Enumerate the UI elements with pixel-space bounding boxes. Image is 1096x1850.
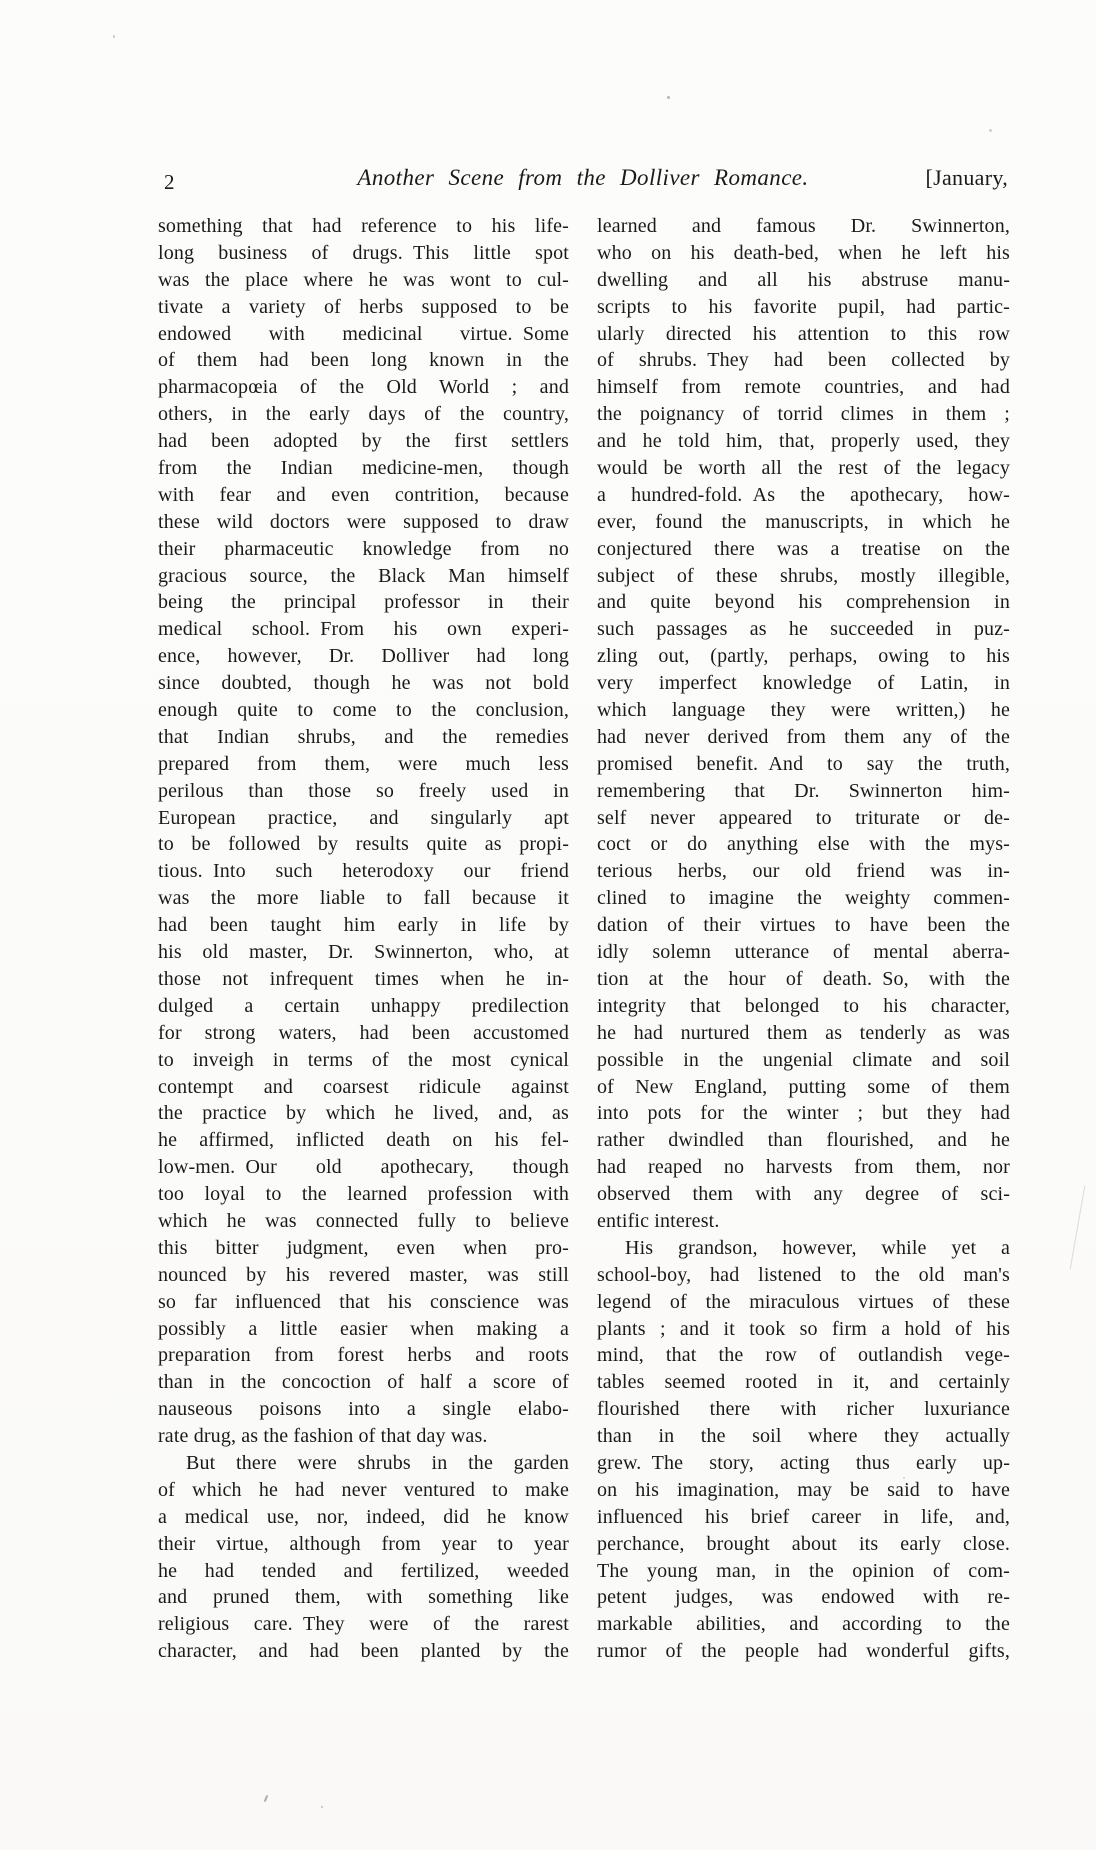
- text-line: would be worth all the rest of the legacy: [597, 457, 1010, 480]
- text-line: rather dwindled than flourished, and he: [597, 1129, 1010, 1152]
- text-line: gracious source, the Black Man himself: [158, 564, 569, 587]
- text-line: of New England, putting some of them: [597, 1075, 1010, 1098]
- text-line: clined to imagine the weighty commen-: [597, 887, 1010, 910]
- text-line: their pharmaceutic knowledge from no: [158, 537, 569, 560]
- text-line: that Indian shrubs, and the remedies: [158, 725, 569, 748]
- text-line: tables seemed rooted in it, and certainly: [597, 1371, 1010, 1394]
- text-line: rate drug, as the fashion of that day was.: [158, 1425, 488, 1448]
- text-line: integrity that belonged to his character,: [597, 994, 1010, 1017]
- text-line: from the Indian medicine-men, though: [158, 457, 569, 480]
- text-line: plants ; and it took so firm a hold of his: [597, 1317, 1010, 1340]
- text-line: his old master, Dr. Swinnerton, who, at: [158, 941, 569, 964]
- text-line: he had tended and fertilized, weeded: [158, 1559, 569, 1582]
- text-line: such passages as he succeeded in puz-: [597, 618, 1010, 641]
- text-line: observed them with any degree of sci-: [597, 1183, 1010, 1206]
- text-line: the poignancy of torrid climes in them ;: [597, 403, 1010, 426]
- text-line: dulged a certain unhappy predilection: [158, 994, 569, 1017]
- text-line: he affirmed, inflicted death on his fel-: [158, 1129, 569, 1152]
- text-line: entific interest.: [597, 1209, 720, 1232]
- text-line: being the principal professor in their: [158, 591, 569, 614]
- text-line: coct or do anything else with the mys-: [597, 833, 1010, 856]
- scan-artifact: [264, 1795, 269, 1802]
- running-header: [158, 163, 1008, 199]
- text-line: than in the soil where they actually: [597, 1425, 1010, 1448]
- text-line: than in the concoction of half a score of: [158, 1371, 569, 1394]
- text-line: their virtue, although from year to year: [158, 1532, 569, 1555]
- text-line: and quite beyond his comprehension in: [597, 591, 1010, 614]
- text-line: remembering that Dr. Swinnerton him-: [597, 779, 1010, 802]
- text-line: scripts to his favorite pupil, had partic-: [597, 295, 1010, 318]
- text-line: had reaped no harvests from them, nor: [597, 1156, 1010, 1179]
- text-line: of which he had never ventured to make: [158, 1478, 569, 1501]
- text-line: European practice, and singularly apt: [158, 806, 569, 829]
- text-line: since doubted, though he was not bold: [158, 672, 569, 695]
- text-line: tion at the hour of death. So, with the: [597, 967, 1010, 990]
- text-line: was the place where he was wont to cul-: [158, 268, 569, 291]
- text-line: those not infrequent times when he in-: [158, 967, 569, 990]
- text-line: had been taught him early in life by: [158, 914, 569, 937]
- text-line: learned and famous Dr. Swinnerton,: [597, 215, 1010, 237]
- text-line: who on his death-bed, when he left his: [597, 241, 1010, 264]
- text-line: of shrubs. They had been collected by: [597, 349, 1010, 372]
- text-line: had never derived from them any of the: [597, 725, 1010, 748]
- text-line: markable abilities, and according to the: [597, 1613, 1010, 1636]
- text-line: promised benefit. And to say the truth,: [597, 752, 1010, 775]
- text-line: ence, however, Dr. Dolliver had long: [158, 645, 569, 668]
- text-line: school-boy, had listened to the old man's: [597, 1263, 1010, 1286]
- text-line: so far influenced that his conscience was: [158, 1290, 569, 1313]
- text-line: prepared from them, were much less: [158, 752, 569, 775]
- text-line: flourished there with richer luxuriance: [597, 1398, 1010, 1421]
- text-line: possibly a little easier when making a: [158, 1317, 569, 1340]
- scan-artifact: [989, 129, 992, 132]
- text-line: terious herbs, our old friend was in-: [597, 860, 1010, 883]
- text-line: tivate a variety of herbs supposed to be: [158, 295, 569, 318]
- text-line: these wild doctors were supposed to draw: [158, 510, 569, 533]
- text-line: possible in the ungenial climate and soil: [597, 1048, 1010, 1071]
- text-line: and he told him, that, properly used, they: [597, 430, 1010, 453]
- text-line: and pruned them, with something like: [158, 1586, 569, 1609]
- text-line: mind, that the row of outlandish vege-: [597, 1344, 1010, 1367]
- two-column-text-block: [158, 213, 1010, 1665]
- text-line: subject of these shrubs, mostly illegible,: [597, 564, 1010, 587]
- text-line: religious care. They were of the rarest: [158, 1613, 569, 1636]
- text-line: pharmacopœia of the Old World ; and: [158, 376, 569, 399]
- text-line: others, in the early days of the country,: [158, 403, 569, 426]
- scan-artifact: [113, 35, 115, 38]
- text-line: conjectured there was a treatise on the: [597, 537, 1010, 560]
- text-line: character, and had been planted by the: [158, 1640, 569, 1663]
- text-line: idly solemn utterance of mental aberra-: [597, 941, 1010, 964]
- scan-artifact: [321, 1806, 323, 1808]
- issue-date-label: [January,: [925, 165, 1008, 190]
- text-line: nounced by his revered master, was still: [158, 1263, 569, 1286]
- text-line: of them had been long known in the: [158, 349, 569, 372]
- text-line: preparation from forest herbs and roots: [158, 1344, 569, 1367]
- right-column: [597, 213, 1010, 1665]
- text-line: grew. The story, acting thus early up-: [597, 1451, 1010, 1474]
- text-line: with fear and even contrition, because: [158, 483, 569, 506]
- text-line: endowed with medicinal virtue. Some: [158, 322, 569, 345]
- text-line: rumor of the people had wonderful gifts,: [597, 1640, 1010, 1663]
- text-line: too loyal to the learned profession with: [158, 1183, 569, 1206]
- text-line: medical school. From his own experi-: [158, 618, 569, 641]
- paragraph: [597, 1235, 1010, 1665]
- paragraph: [158, 213, 569, 1450]
- text-line: was the more liable to fall because it: [158, 887, 569, 910]
- text-line: a medical use, nor, indeed, did he know: [158, 1505, 569, 1528]
- text-line: enough quite to come to the conclusion,: [158, 699, 569, 722]
- text-line: a hundred-fold. As the apothecary, how-: [597, 483, 1010, 506]
- text-line: nauseous poisons into a single elabo-: [158, 1398, 569, 1421]
- text-line: self never appeared to triturate or de-: [597, 806, 1010, 829]
- text-line: dation of their virtues to have been the: [597, 914, 1010, 937]
- scan-artifact: [1070, 1186, 1086, 1270]
- text-line: ever, found the manuscripts, in which he: [597, 510, 1010, 533]
- text-line: ularly directed his attention to this row: [597, 322, 1010, 345]
- text-line: legend of the miraculous virtues of these: [597, 1290, 1010, 1313]
- text-line: himself from remote countries, and had: [597, 376, 1010, 399]
- text-line: which language they were written,) he: [597, 699, 1010, 722]
- text-line: zling out, (partly, perhaps, owing to his: [597, 645, 1010, 668]
- page-number: 2: [164, 170, 175, 194]
- text-line: The young man, in the opinion of com-: [597, 1559, 1010, 1582]
- text-line: to inveigh in terms of the most cynical: [158, 1048, 569, 1071]
- text-line: low-men. Our old apothecary, though: [158, 1156, 569, 1179]
- text-line: long business of drugs. This little spot: [158, 241, 569, 264]
- text-line: perchance, brought about its early close.: [597, 1532, 1010, 1555]
- text-line: contempt and coarsest ridicule against: [158, 1075, 569, 1098]
- text-line: dwelling and all his abstruse manu-: [597, 268, 1010, 291]
- text-line: which he was connected fully to believe: [158, 1209, 569, 1232]
- paragraph: [158, 1450, 569, 1665]
- running-title: Another Scene from the Dolliver Romance.: [357, 165, 809, 190]
- text-line: His grandson, however, while yet a: [625, 1236, 1010, 1259]
- text-line: on his imagination, may be said to have: [597, 1478, 1010, 1501]
- text-line: for strong waters, had been accustomed: [158, 1021, 569, 1044]
- text-line: But there were shrubs in the garden: [186, 1451, 569, 1474]
- paragraph: [597, 213, 1010, 1235]
- text-line: tious. Into such heterodoxy our friend: [158, 860, 569, 883]
- text-line: petent judges, was endowed with re-: [597, 1586, 1010, 1609]
- text-line: this bitter judgment, even when pro-: [158, 1236, 569, 1259]
- scan-artifact: [667, 96, 670, 99]
- text-line: something that had reference to his life-: [158, 215, 569, 237]
- left-column: [158, 213, 569, 1665]
- text-line: influenced his brief career in life, and,: [597, 1505, 1010, 1528]
- text-line: perilous than those so freely used in: [158, 779, 569, 802]
- text-line: very imperfect knowledge of Latin, in: [597, 672, 1010, 695]
- text-line: had been adopted by the first settlers: [158, 430, 569, 453]
- text-line: into pots for the winter ; but they had: [597, 1102, 1010, 1125]
- text-line: to be followed by results quite as propi-: [158, 833, 569, 856]
- text-line: the practice by which he lived, and, as: [158, 1102, 569, 1125]
- text-line: he had nurtured them as tenderly as was: [597, 1021, 1010, 1044]
